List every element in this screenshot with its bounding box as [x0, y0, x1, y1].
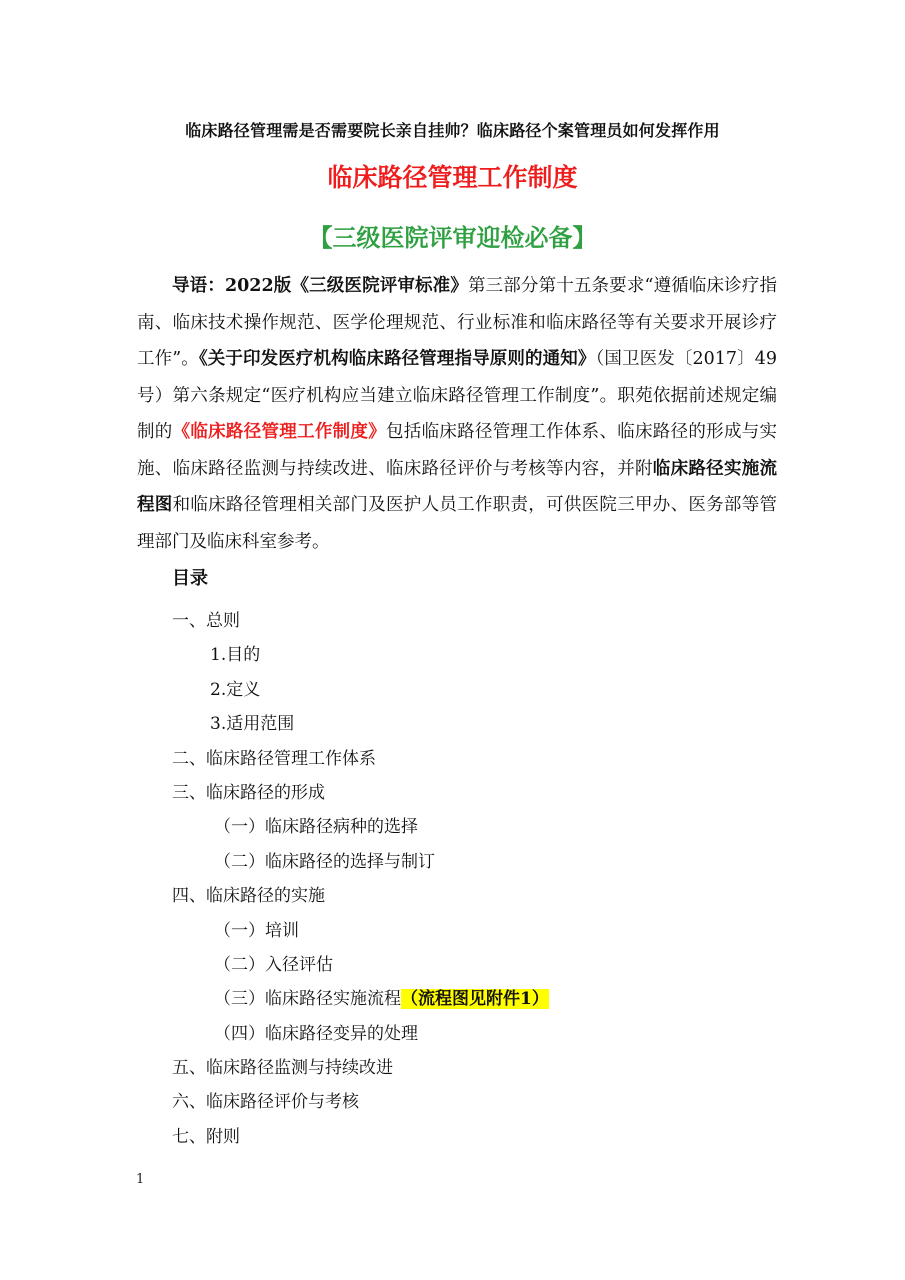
- toc-title: 目录: [172, 568, 208, 589]
- intro-flowchart-ref: 临床路径实施流程图: [137, 458, 778, 515]
- toc-item: 2.定义: [210, 679, 261, 700]
- toc-item: 五、临床路径监测与持续改进: [172, 1058, 393, 1079]
- intro-text-3: 包括临床路径管理工作体系、临床路径的形成与实施、临床路径监测与持续改进、临床路径评价与考核等内容，并附: [137, 422, 778, 479]
- intro-text-4: 和临床路径管理相关部门及医护人员工作职责，可供医院三甲办、医务部等管理部门及临床科室参考。: [137, 495, 778, 552]
- intro-text-2: （国卫医发〔2017〕49号）第六条规定“医疗机构应当建立临床路径管理工作制度”。职苑依据前述规定编制的: [137, 349, 777, 442]
- page-number: 1: [136, 1172, 145, 1187]
- toc-item: 四、临床路径的实施: [172, 886, 325, 907]
- toc-item: 3.适用范围: [210, 714, 295, 735]
- toc-item-with-highlight: [172, 982, 772, 1016]
- main-title: 临床路径管理工作制度: [327, 163, 578, 192]
- intro-notice-title: 《关于印发医疗机构临床路径管理指导原则的通知》: [198, 349, 596, 369]
- toc-item: 六、临床路径评价与考核: [172, 1092, 359, 1113]
- table-of-contents: [172, 604, 772, 1154]
- toc-item: （四）临床路径变异的处理: [214, 1023, 418, 1044]
- toc-item: （一）临床路径病种的选择: [214, 817, 418, 838]
- toc-item: （一）培训: [214, 920, 299, 941]
- intro-paragraph: [137, 268, 777, 560]
- sub-title: 【三级医院评审迎检必备】: [308, 223, 597, 252]
- toc-item: 一、总则: [172, 611, 240, 631]
- intro-text-1: 第三部分第十五条要求“遵循临床诊疗指南、临床技术操作规范、医学伦理规范、行业标准和临床路径等有关要求开展诊疗工作”。: [137, 276, 777, 369]
- toc-item: 三、临床路径的形成: [172, 782, 325, 803]
- toc-item: 1.目的: [210, 645, 261, 666]
- toc-item: （二）入径评估: [214, 954, 333, 975]
- intro-lead: 导语：2022版《三级医院评审标准》: [172, 276, 468, 296]
- toc-item: （二）临床路径的选择与制订: [214, 851, 435, 872]
- intro-system-title: 《临床路径管理工作制度》: [172, 422, 387, 442]
- toc-item: 七、附则: [172, 1126, 240, 1147]
- highlighted-attachment-note: （流程图见附件1）: [401, 989, 549, 1010]
- header-question-line: 临床路径管理需是否需要院长亲自挂帅？临床路径个案管理员如何发挥作用: [185, 121, 720, 140]
- toc-item-label: （三）临床路径实施流程: [214, 989, 401, 1010]
- toc-item: 二、临床路径管理工作体系: [172, 748, 376, 769]
